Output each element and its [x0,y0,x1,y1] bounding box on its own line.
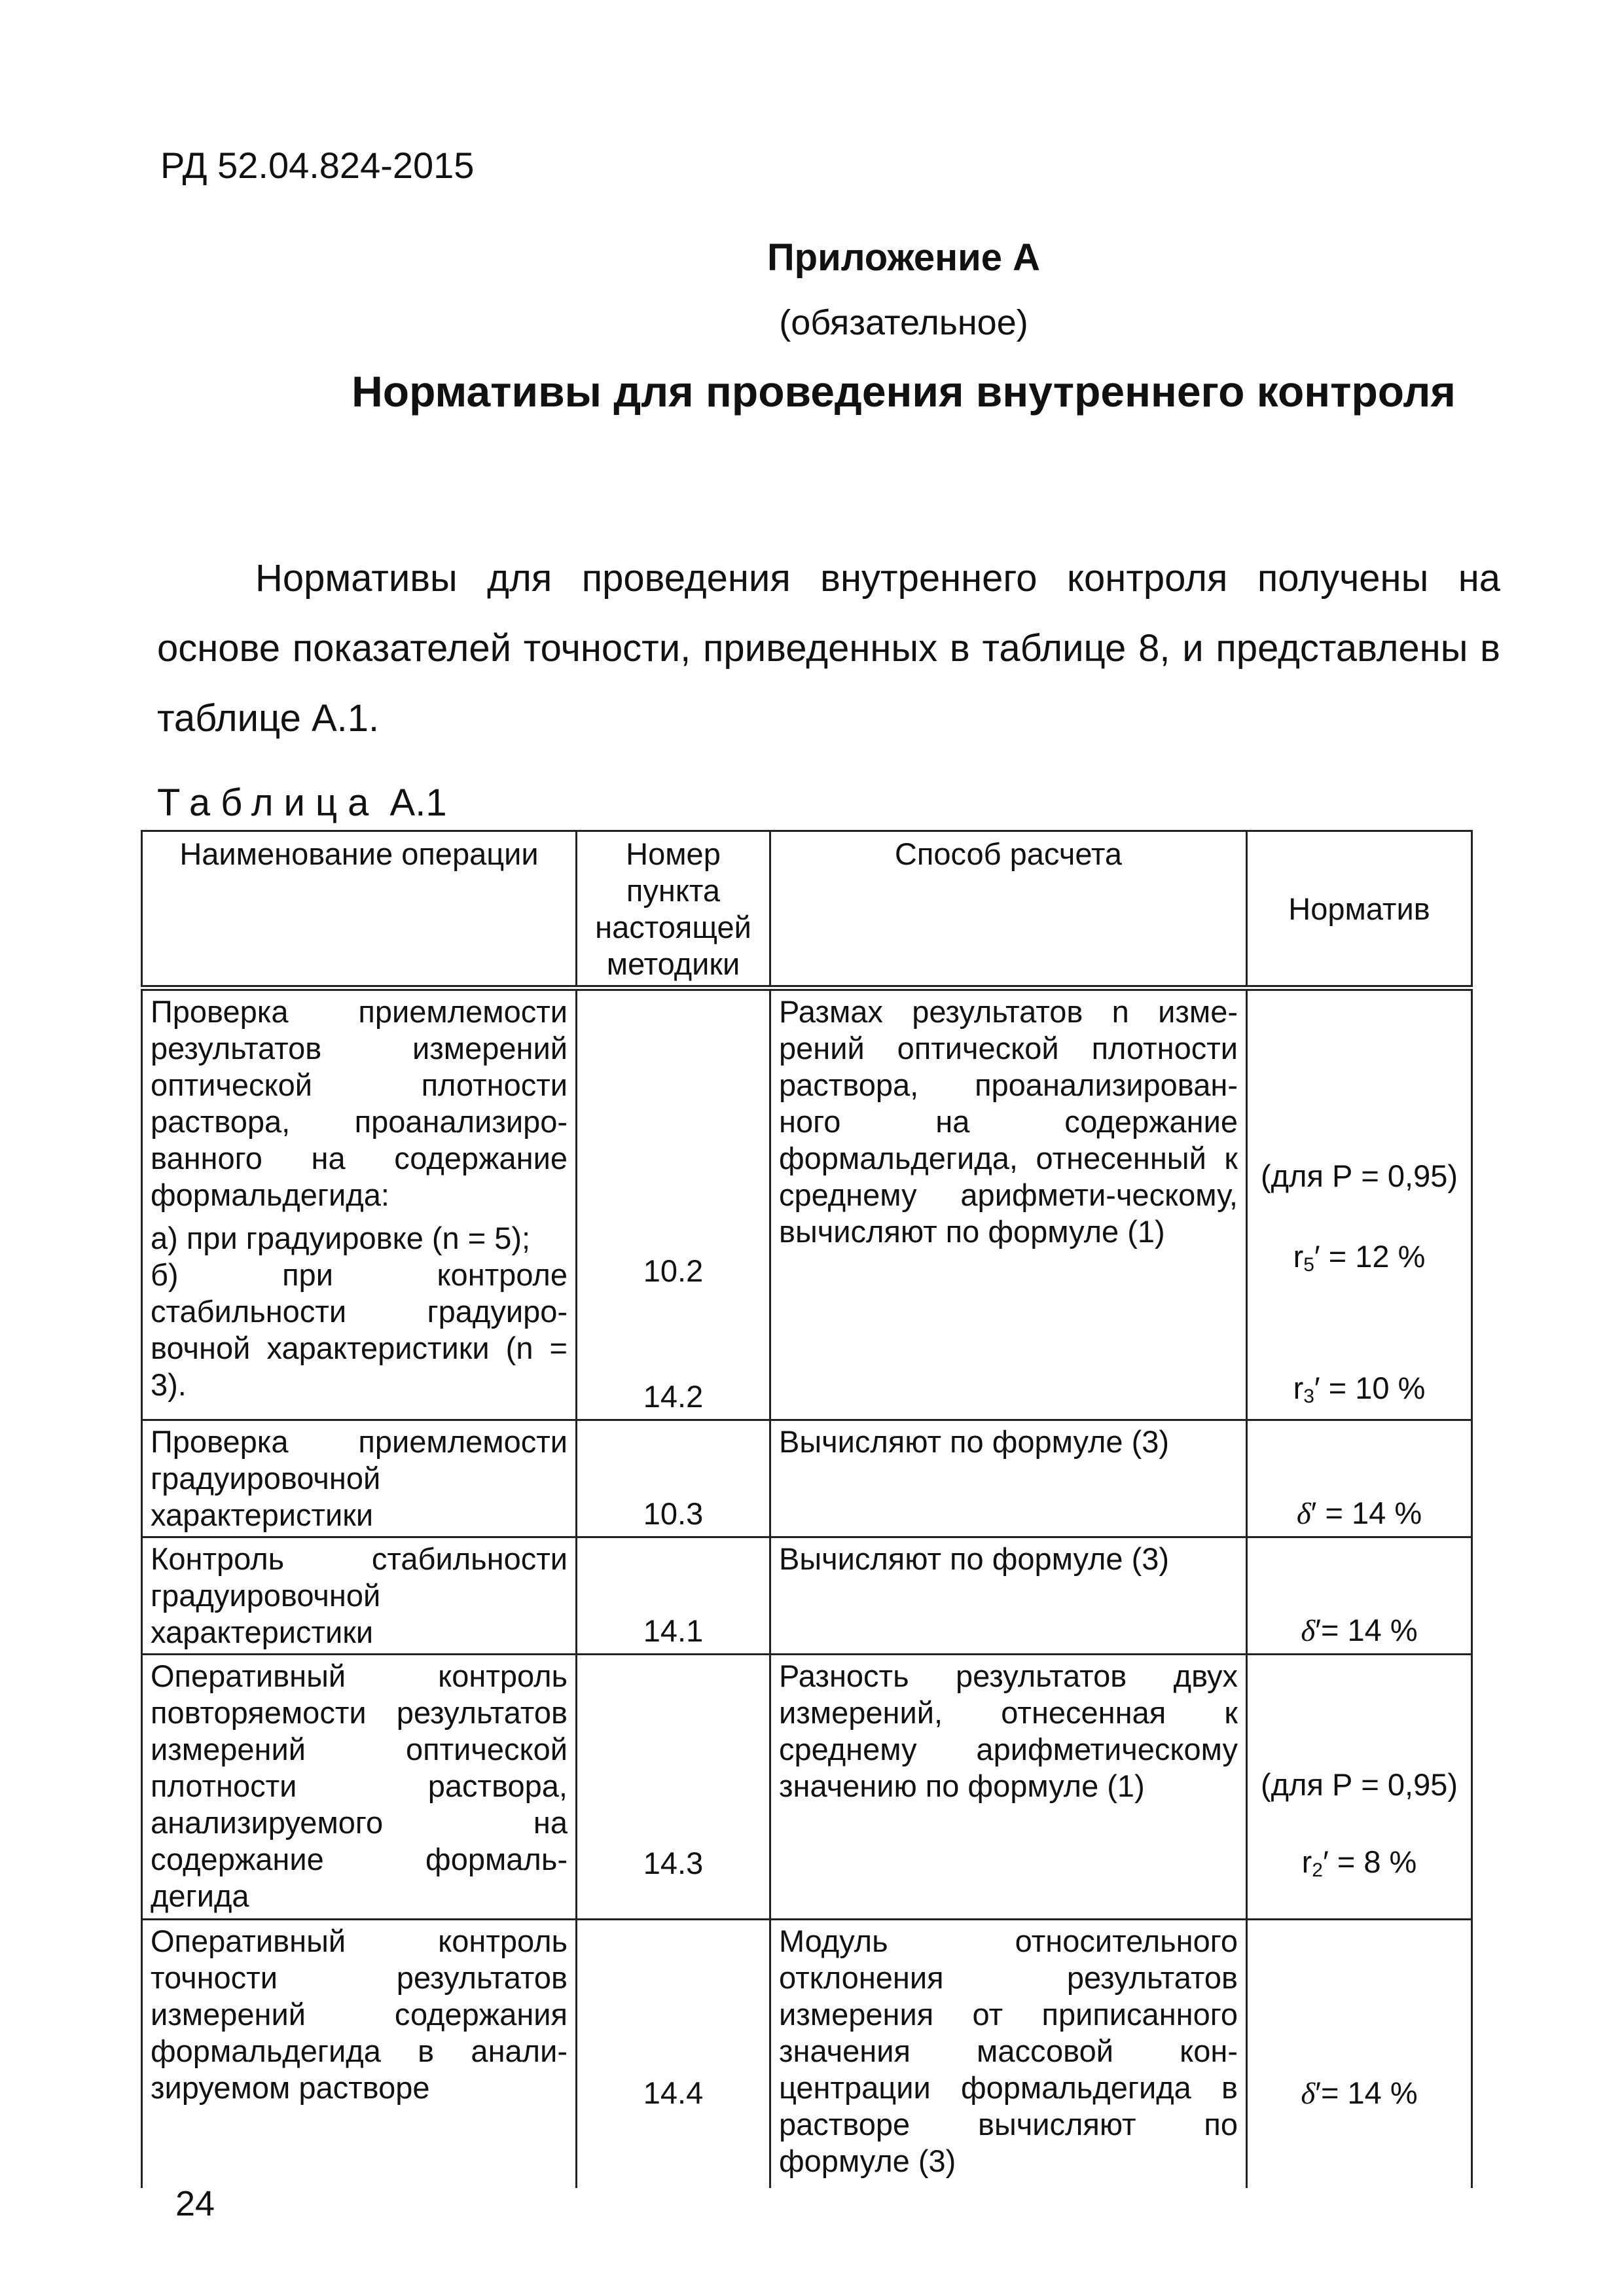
table-row [142,1537,1472,1655]
norm-value-a [1248,1238,1471,1283]
operation-sub-b: б) при контроле стабильности градуиро-вочной характеристики (n = 3). [151,1257,568,1402]
norm-value [1248,1495,1471,1532]
norm-text: ′ = 14 % [1310,1496,1422,1530]
norm-value [1248,1844,1471,1889]
point-cell [577,988,770,1420]
norm-subscript: 5 [1303,1254,1314,1276]
header-operation: Наименование операции [142,831,577,988]
header-norm: Норматив [1247,831,1472,988]
operation-cell [142,988,577,1420]
norm-symbol: r [1293,1239,1304,1274]
table-header-row [142,831,1472,988]
norm-value [1248,2075,1471,2112]
page-number: 24 [175,2184,215,2223]
table-row [142,1420,1472,1537]
norm-text: ′= 14 % [1315,1613,1418,1647]
table-caption [157,781,447,825]
norm-value [1248,1612,1471,1649]
operation-cell: Оперативный контроль повторяемости результатов измерений оптической плотности раствора, анализируемого на содержание формаль-дегида [142,1655,577,1920]
table-caption-word: Таблица [157,781,380,824]
norm-symbol: δ [1301,1614,1316,1648]
point-b: 14.2 [643,1379,704,1414]
norm-symbol: δ [1296,1497,1311,1531]
point-number: 10.3 [643,1496,704,1531]
norm-subscript: 2 [1312,1859,1323,1881]
norm-symbol: r [1293,1371,1304,1405]
point-number: 14.4 [643,2075,704,2110]
point-cell [577,1655,770,1920]
norm-cell [1247,1655,1472,1920]
norm-cell [1247,1920,1472,2188]
norm-subscript: 3 [1303,1386,1314,1407]
norm-value-b [1248,1370,1471,1415]
method-cell: Модуль относительного отклонения результатов измерения от приписанного значения массовой кон-центрации формальдегида в растворе вычисляют по формуле (3) [770,1920,1247,2188]
table-row [142,1920,1472,2188]
intro-paragraph: Нормативы для проведения внутреннего контроля получены на основе показателей точности, приведенных в таблице 8, и представлены в таблице А.1. [157,557,1500,740]
table-caption-id: А.1 [389,781,447,824]
page-title: Нормативы для проведения внутреннего контроля [352,367,1456,416]
table-row [142,1655,1472,1920]
document-code: РД 52.04.824-2015 [160,145,475,186]
method-cell: Размах результатов n изме-рений оптической плотности раствора, проанализирован-ного на содержание формальдегида, отнесенный к среднему арифмети-ческому, вычисляют по формуле (1) [770,988,1247,1420]
norm-text: ′ = 10 % [1314,1371,1426,1405]
method-cell: Вычисляют по формуле (3) [770,1420,1247,1537]
norm-cell [1247,988,1472,1420]
norm-condition: (для Р = 0,95) [1260,1767,1458,1802]
operation-cell: Контроль стабильности градуировочной характеристики [142,1537,577,1655]
header-point: Номер пункта настоящей методики [577,831,770,988]
norms-table [141,830,1473,2188]
point-cell [577,1420,770,1537]
operation-cell: Оперативный контроль точности результатов измерений содержания формальдегида в анали-зируемом растворе [142,1920,577,2188]
point-cell [577,1537,770,1655]
table-row [142,988,1472,1420]
point-a: 10.2 [643,1253,704,1288]
point-cell [577,1920,770,2188]
norm-cell [1247,1420,1472,1537]
operation-text: Проверка приемлемости результатов измерений оптической плотности раствора, проанализиро-ванного на содержание формальдегида: [151,994,568,1212]
point-number: 14.1 [643,1613,704,1648]
header-method: Способ расчета [770,831,1247,988]
method-cell: Разность результатов двух измерений, отнесенная к среднему арифметическому значению по формуле (1) [770,1655,1247,1920]
norm-cell [1247,1537,1472,1655]
appendix-status: (обязательное) [779,303,1028,342]
norm-condition: (для Р = 0,95) [1260,1158,1458,1193]
appendix-title: Приложение А [767,236,1041,279]
operation-cell: Проверка приемлемости градуировочной характеристики [142,1420,577,1537]
operation-sub-a: а) при градуировке (n = 5); [151,1221,531,1255]
norm-symbol: r [1301,1844,1312,1879]
point-number: 14.3 [643,1846,704,1880]
norm-text: ′ = 12 % [1314,1239,1426,1274]
norm-text: ′= 14 % [1315,2075,1418,2110]
method-cell: Вычисляют по формуле (3) [770,1537,1247,1655]
norm-symbol: δ [1301,2077,1316,2111]
norm-text: ′ = 8 % [1322,1844,1417,1879]
